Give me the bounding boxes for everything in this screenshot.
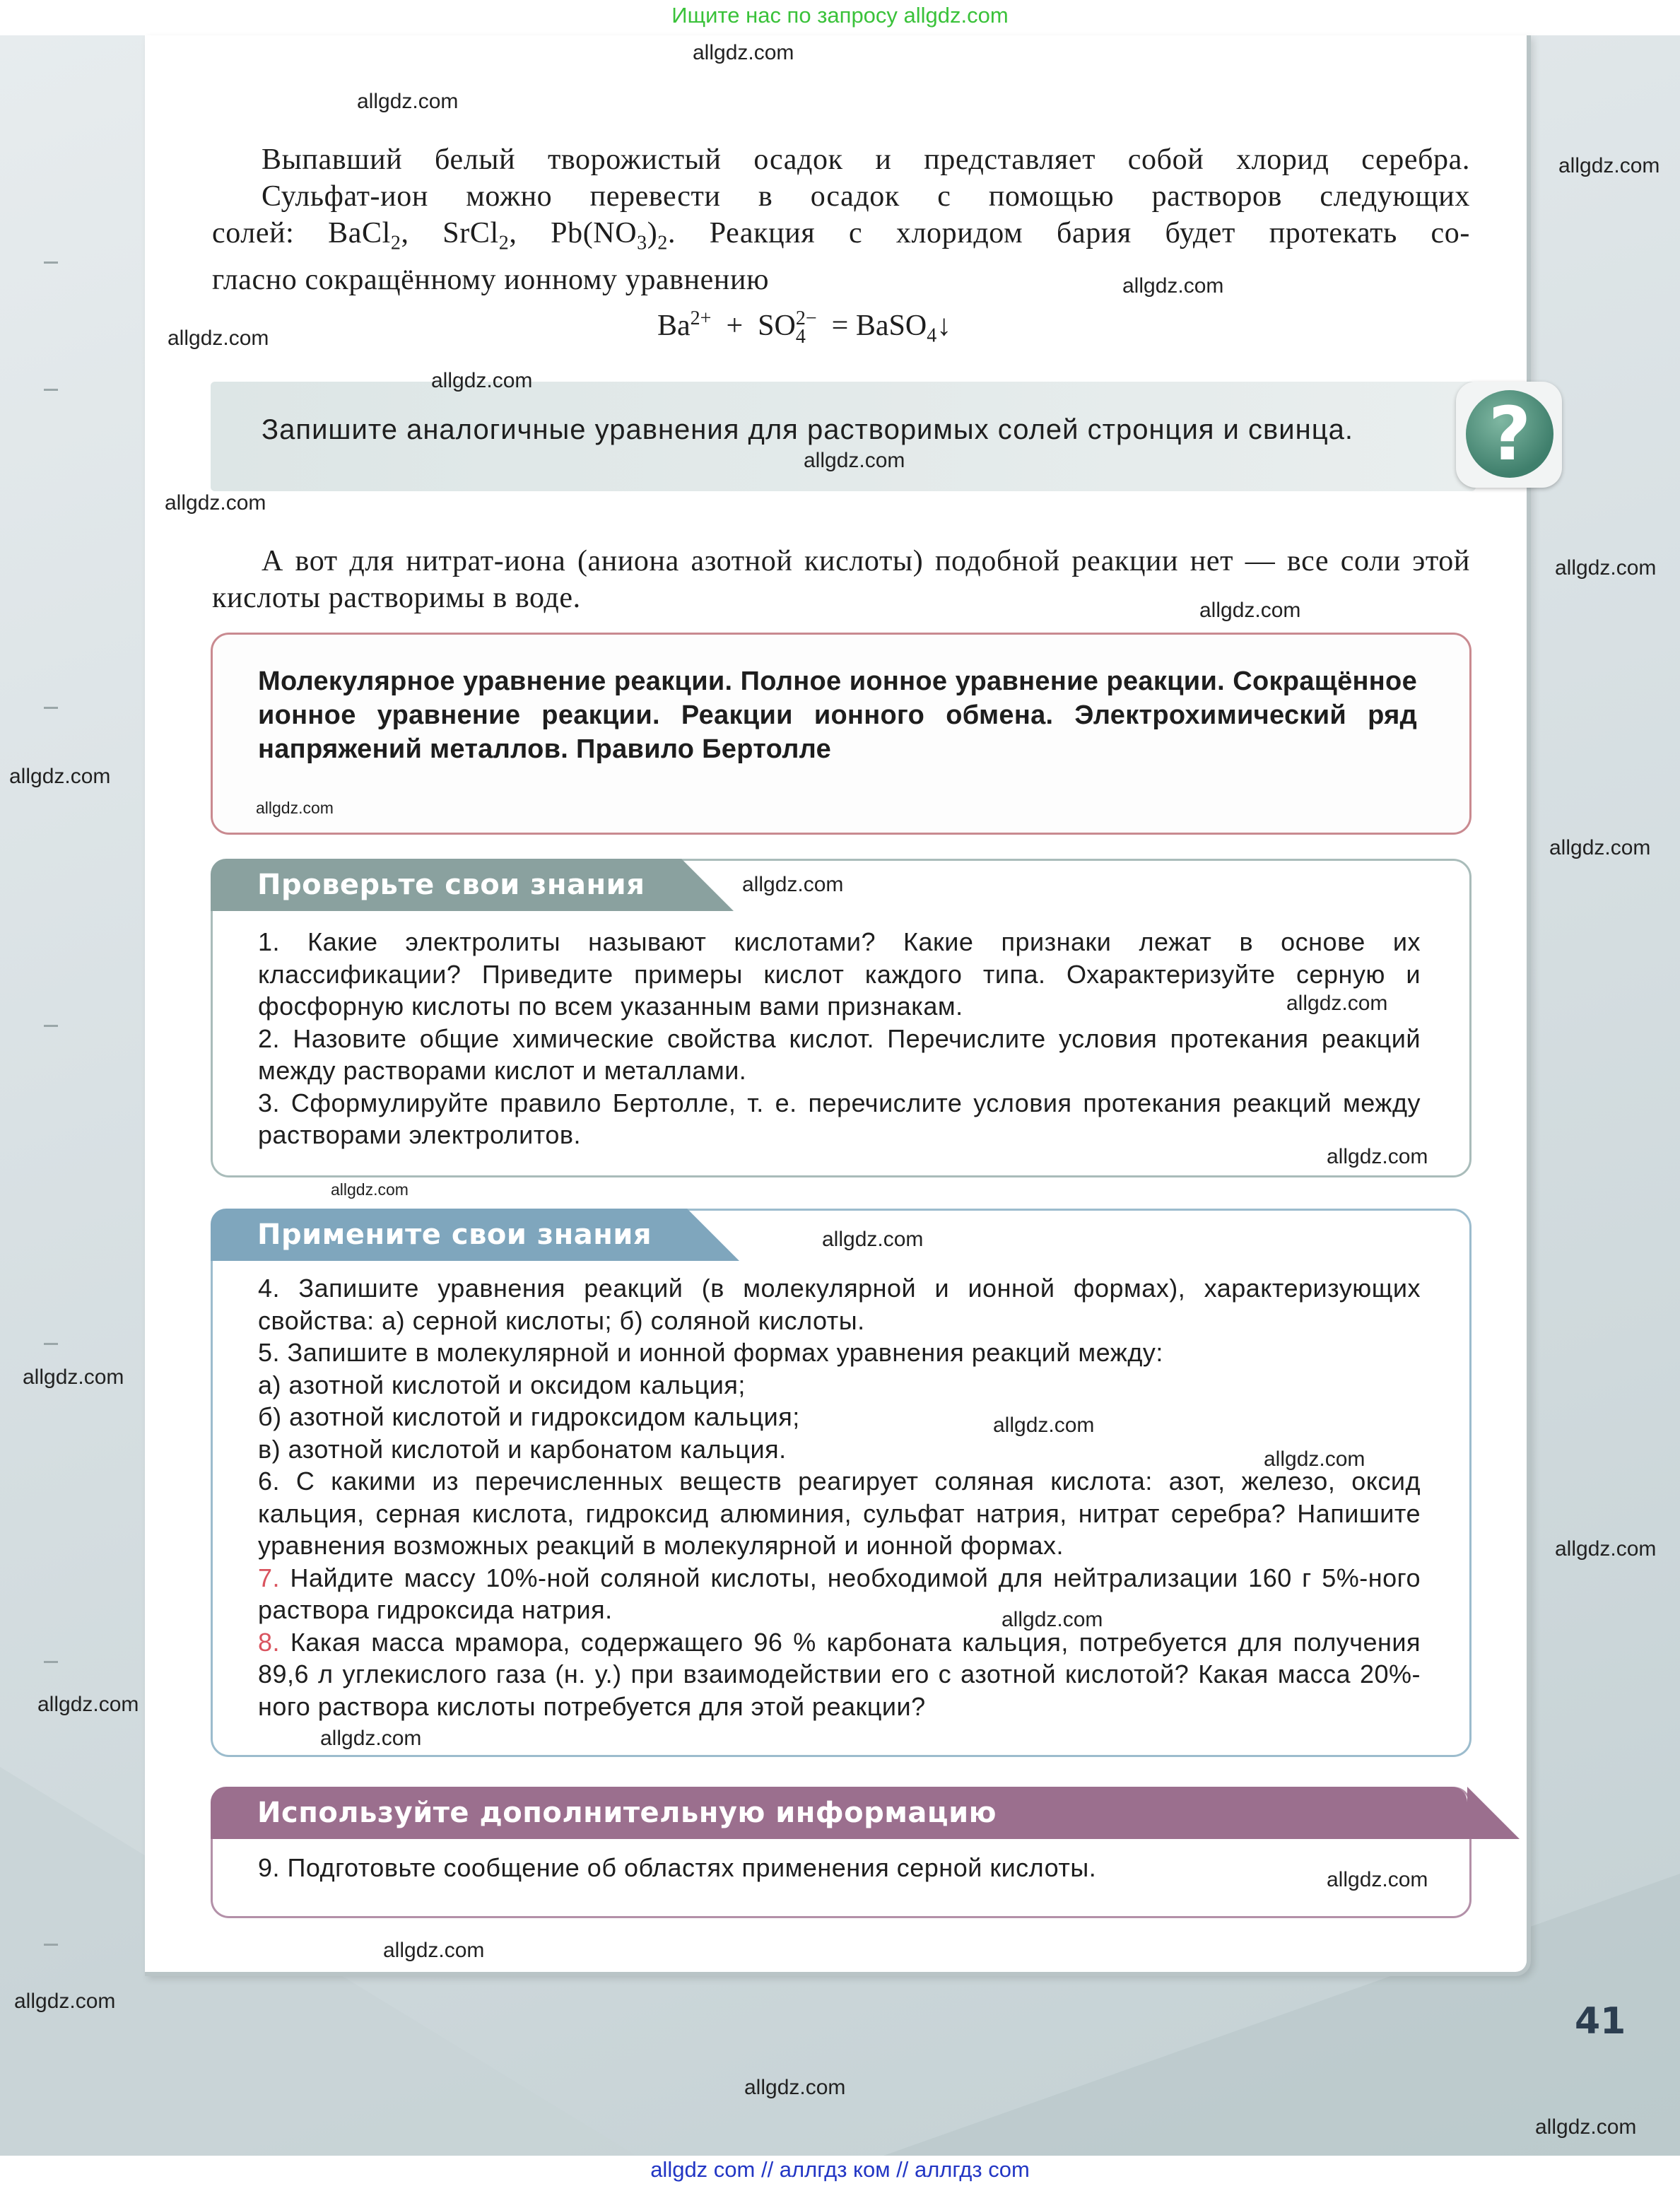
apply-questions [258,1272,1421,1722]
site-watermark[interactable]: allgdz.com [1558,154,1660,177]
site-watermark[interactable]: allgdz.com [1264,1447,1365,1471]
question-item: 6. С какими из перечисленных веществ реагирует соляная кислота: азот, железо, оксид кальция, серная кислота, гидроксид алюминия, сульфат натрия, нитрат серебра? Напишите уравнения возможных реакций в молекулярной и ионной формах. [258,1467,1421,1560]
site-watermark[interactable]: allgdz.com [1199,599,1301,622]
site-watermark[interactable]: allgdz.com [383,1939,485,1962]
bottom-watermark[interactable]: allgdz com // аллгдз ком // аллгдз com [650,2157,1030,2182]
intro-paragraph [212,141,1470,298]
task-text: Запишите аналогичные уравнения для растворимых солей стронция и свинца. [262,414,1353,445]
site-watermark[interactable]: allgdz.com [1555,1537,1657,1561]
top-watermark[interactable]: Ищите нас по запросу allgdz.com [671,3,1009,28]
question-subitem: а) азотной кислотой и оксидом кальция; [258,1370,746,1399]
question-subitem: б) азотной кислотой и гидроксидом кальция; [258,1402,800,1431]
check-knowledge-title: Проверьте свои знания [211,859,681,911]
question-item: 1. Какие электролиты называют кислотами? Какие признаки лежат в основе их классификации? Приведите примеры кислот каждого типа. Охарактеризуйте серную и фосфорную кислоты по всем указанным вами признакам. [258,927,1421,1021]
question-subitem: в) азотной кислотой и карбонатом кальция. [258,1434,787,1464]
question-item: 8. Какая масса мрамора, содержащего 96 % карбоната кальция, потребуется для получения 89,6 л углекислого газа (н. у.) при взаимодействии его с азотной кислотой? Какая масса 20%-ного раствора кислоты потребуется для этой реакции? [258,1627,1421,1721]
question-icon: ? [1466,390,1553,478]
site-watermark[interactable]: allgdz.com [1327,1868,1428,1891]
extra-info-title: Используйте дополнительную информацию [211,1787,1467,1839]
question-badge [1456,382,1562,488]
ionic-equation: $Ba^{2+}$ + SO 2− 4 = BaSO$_4$↓ [657,307,952,348]
site-watermark[interactable]: allgdz.com [744,2076,846,2099]
site-watermark[interactable]: allgdz.com [357,90,459,113]
question-item: 7. Найдите массу 10%-ной соляной кислоты, необходимой для нейтрализации 160 г 5%-ного раствора гидроксида натрия. [258,1563,1421,1624]
question-number: 7. [258,1563,281,1592]
site-watermark[interactable]: allgdz.com [1535,2115,1637,2139]
site-watermark[interactable]: allgdz.com [320,1727,422,1750]
site-watermark[interactable]: allgdz.com [993,1414,1095,1437]
binding-stitch [44,707,58,709]
binding-stitch [44,1661,58,1663]
binding-stitch [44,1944,58,1946]
question-item: 4. Запишите уравнения реакций (в молекулярной и ионной формах), характеризующих свойства: а) серной кислоты; б) соляной кислоты. [258,1274,1421,1335]
site-watermark[interactable]: allgdz.com [9,765,111,788]
extra-questions [258,1852,1421,1884]
site-watermark[interactable]: allgdz.com [1327,1145,1428,1168]
site-watermark[interactable]: allgdz.com [431,369,533,392]
question-item: 9. Подготовьте сообщение об областях применения серной кислоты. [258,1853,1097,1882]
intro-line: Выпавший белый творожистый осадок и представляет собой хлорид серебра. [262,143,1470,176]
question-number: 8. [258,1627,281,1657]
site-watermark[interactable]: allgdz.com [14,1990,116,2013]
site-watermark[interactable]: allgdz.com [804,449,905,472]
question-item: 2. Назовите общие химические свойства кислот. Перечислите условия протекания реакций между растворами кислот и металлами. [258,1023,1421,1085]
site-watermark[interactable]: allgdz.com [822,1228,924,1251]
site-watermark[interactable]: allgdz.com [331,1180,409,1199]
binding-stitch [44,389,58,391]
site-watermark[interactable]: allgdz.com [1122,274,1224,298]
nitrate-text: А вот для нитрат-иона (аниона азотной кислоты) подобной реакции нет — все соли этой кислоты растворимы в воде. [212,545,1470,614]
site-watermark[interactable]: allgdz.com [165,491,266,515]
intro-line: солей: BaCl$_2$, SrCl$_2$, $Pb(NO_3)_2$. Реакция с хлоридом бария будет протекать со- [212,217,1470,254]
key-terms-text: Молекулярное уравнение реакции. Полное ионное уравнение реакции. Сокращённое ионное уравнение реакции. Реакции ионного обмена. Электрохимический ряд напряжений металлов. Правило Бертолле [258,666,1417,764]
check-questions [258,926,1421,1151]
site-watermark[interactable]: allgdz.com [1555,556,1657,580]
page-number: 41 [1575,2000,1626,2043]
question-item: 3. Сформулируйте правило Бертолле, т. е. перечислите условия протекания реакций между растворами электролитов. [258,1088,1421,1149]
question-item: 5. Запишите в молекулярной и ионной формах уравнения реакций между: [258,1338,1163,1367]
intro-line: гласно сокращённому ионному уравнению [212,264,770,297]
site-watermark[interactable]: allgdz.com [693,41,794,64]
site-watermark[interactable]: allgdz.com [1001,1608,1103,1631]
intro-line: Сульфат-ион можно перевести в осадок с помощью растворов следующих [262,180,1470,213]
site-watermark[interactable]: allgdz.com [1549,836,1651,859]
binding-stitch [44,1025,58,1027]
site-watermark[interactable]: allgdz.com [742,873,844,896]
apply-knowledge-title: Примените свои знания [211,1209,687,1261]
site-watermark[interactable]: allgdz.com [37,1693,139,1716]
site-watermark[interactable]: allgdz.com [23,1365,124,1389]
site-watermark[interactable]: allgdz.com [168,327,269,350]
site-watermark[interactable]: allgdz.com [1286,992,1388,1015]
binding-stitch [44,262,58,264]
site-watermark[interactable]: allgdz.com [256,799,334,817]
binding-stitch [44,1343,58,1345]
